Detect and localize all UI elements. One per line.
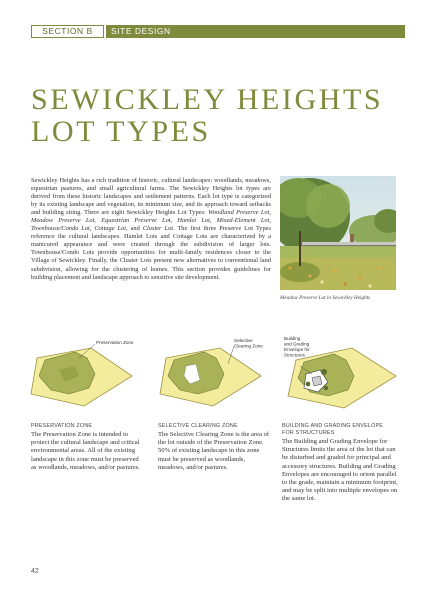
column-text-selective-clearing: The Selective Clearing Zone is the area of the lot outside of the Preservation Zone. 50% of existing landscape in this zone must be preserved as woodlands, meadows, and/or pastures. [158, 431, 270, 471]
section-header [31, 25, 405, 38]
column-heading-selective-clearing: SELECTIVE CLEARING ZONE [158, 423, 238, 429]
lot-types-list: Woodland Preserve Lot, Meadow Preserve Lot, Equestrian Preserve Lot, Hamlet Lot, Mixed-Element Lot, Townhouse/Condo Lot, Cottage Lot, [31, 209, 271, 233]
label-preservation-zone: Preservation Zone [96, 340, 134, 345]
title-line-2: LOT TYPES [31, 115, 211, 148]
meadow-photo [280, 176, 396, 290]
label-building: Building [284, 336, 301, 341]
intro-paragraph [31, 177, 271, 282]
column-text-preservation: The Preservation Zone is intended to protect the cultural landscape and critical environmental areas. All of the existing landscape in this zone must be preserved as woodlands, meadows, and/or pastures. [31, 431, 140, 471]
column-text-building-envelope: The Building and Grading Envelope for Structures limits the area of the lot that can be disturbed and graded for principal and accessory structures. Building and Grading Envelopes are encouraged to orient parallel to the grade, maintain a minimum footprint, and may be split into multiple envelopes on the same lot. [282, 438, 398, 503]
label-structures: Structures [284, 352, 305, 358]
photo-caption: Meadow Preserve Lot in Sewickley Heights [280, 295, 371, 301]
section-title: SITE DESIGN [106, 25, 405, 38]
label-clearing-zone: Clearing Zone [234, 343, 263, 349]
column-heading-line-1: BUILDING AND GRADING ENVELOPE [282, 423, 384, 429]
section-label: SECTION B [31, 25, 104, 38]
diagram-selective-clearing-zone [158, 336, 268, 412]
diagram-building-envelope [282, 336, 400, 412]
intro-text-1: Sewickley Heights has a rich tradition of historic, cultural landscapes: woodlands, meadows, equestrian pastures, and small agricultural farms. The Sewickley Heights lot types are derived from these historic landscapes and settlement patterns. Each lot type is categorized by its existing landscape and vegetation, its minimum size, and its approach toward setbacks and building siting. There are eight Sewickley Heights Lot Types: [31, 177, 271, 217]
diagram-preservation-zone [29, 336, 139, 412]
label-envelope-for: Envelope for [284, 347, 310, 352]
page-number: 42 [31, 568, 39, 575]
column-heading-preservation: PRESERVATION ZONE [31, 423, 93, 429]
page-title [31, 84, 411, 148]
intro-and: and [127, 225, 143, 233]
intro-text-2: The first three Preserve Lot Types reference the cultural landscapes. Hamlet Lots and Cottage Lots are characterized by a manicured appearance and were created through the subdivision of larger lots. Townhouse/Condo Lots provide opportunities for multi-family residences closer to the Village of Sewickley. Finally, the Cluster Lots present new alternatives to conventional land subdivision, allowing for the clustering of homes. This section provides guidelines for building placement and landscape approach to sensitive site development. [31, 225, 271, 281]
column-heading-line-2: FOR STRUCTURES [282, 429, 335, 436]
title-line-1: SEWICKLEY HEIGHTS [31, 83, 384, 116]
label-and-grading: and Grading [284, 341, 310, 347]
column-heading-building-envelope [282, 423, 400, 436]
label-selective: Selective [234, 338, 253, 343]
cluster-lot: Cluster Lot. [142, 225, 175, 233]
